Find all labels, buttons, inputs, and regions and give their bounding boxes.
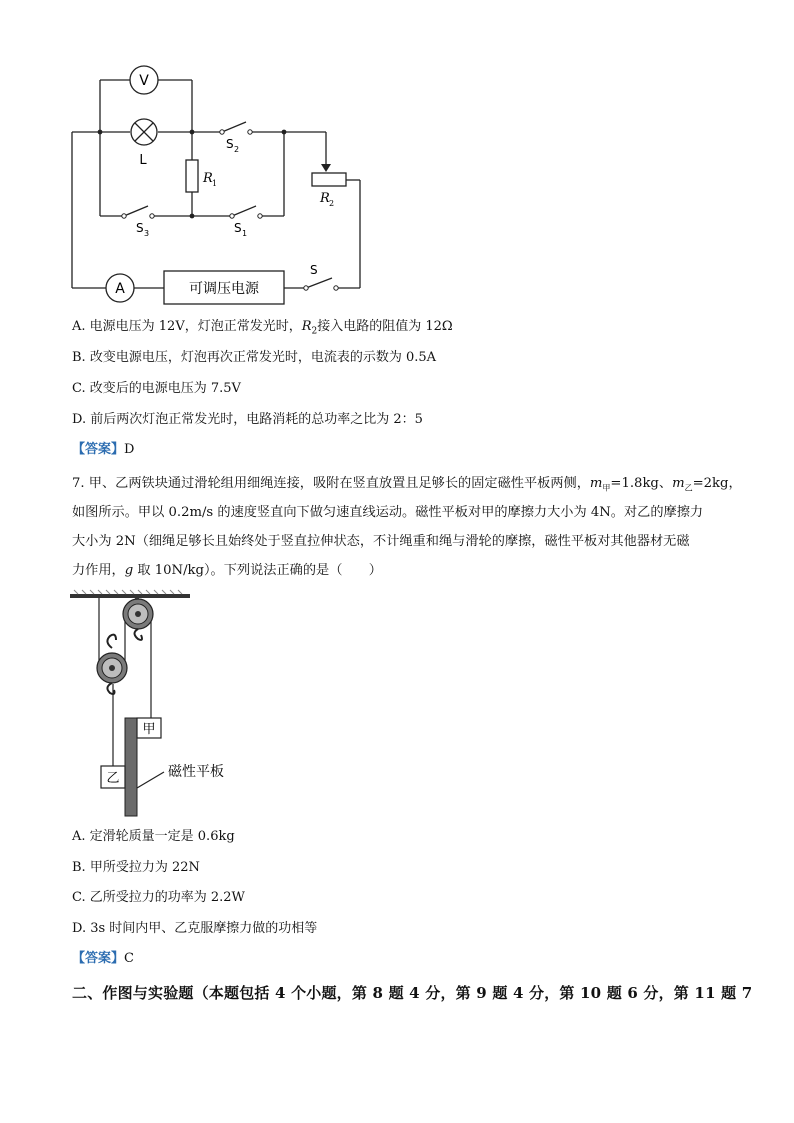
lamp-label: L xyxy=(139,153,147,168)
q7-option-c: C. 乙所受拉力的功率为 2.2W xyxy=(72,890,245,905)
s3-label: S xyxy=(136,221,144,235)
q6-option-c: C. 改变后的电源电压为 7.5V xyxy=(72,381,241,396)
block-jia-label: 甲 xyxy=(142,722,156,737)
q7-line1-text: 7. 甲、乙两铁块通过滑轮组用细绳连接，吸附在竖直放置且足够长的固定磁性平板两侧， xyxy=(72,476,590,491)
resistor-r1-icon xyxy=(186,160,198,192)
q6-option-b: B. 改变电源电压，灯泡再次正常发光时，电流表的示数为 0.5A xyxy=(72,350,437,365)
r2-label: R xyxy=(320,191,330,206)
answer-value: C xyxy=(124,951,134,966)
pulley-diagram xyxy=(66,588,266,820)
q7-m2-val: =2kg， xyxy=(692,476,742,491)
q6-a-r: R xyxy=(301,319,312,334)
q7-m1-sub: 甲 xyxy=(602,483,611,493)
movable-pulley-icon xyxy=(97,635,127,694)
answer-label: 【答案】 xyxy=(72,442,125,457)
q7-option-a: A. 定滑轮质量一定是 0.6kg xyxy=(72,829,235,844)
s3-sub: 3 xyxy=(144,229,150,238)
q7-m1-val: =1.8kg、 xyxy=(610,476,673,491)
power-supply-label: 可调压电源 xyxy=(189,281,259,297)
q7-line-2: 如图所示。甲以 0.2m/s 的速度竖直向下做匀速直线运动。磁性平板对甲的摩擦力大小为 4N。对乙的摩擦力 xyxy=(72,505,704,520)
answer-value: D xyxy=(124,442,135,457)
r1-label: R xyxy=(203,171,213,186)
q6-a-prefix: A. 电源电压为 12V，灯泡正常发光时， xyxy=(72,319,302,334)
q7-m2-sub: 乙 xyxy=(684,483,693,493)
fixed-pulley-icon xyxy=(123,598,153,640)
s1-sub: 1 xyxy=(242,229,248,238)
s2-sub: 2 xyxy=(234,145,240,154)
q7-line4-a: 力作用， xyxy=(72,563,125,578)
q6-a-sub: 2 xyxy=(311,326,318,337)
lamp-icon xyxy=(131,119,157,145)
answer-label: 【答案】 xyxy=(72,951,125,966)
section-2-title: 二、作图与实验题（本题包括 4 个小题，第 8 题 4 分，第 9 题 4 分，第 10 题 6 分，第 11 题 7 xyxy=(72,984,753,1002)
q6-option-d: D. 前后两次灯泡正常发光时，电路消耗的总功率之比为 2：5 xyxy=(72,412,423,427)
q6-answer xyxy=(72,441,134,459)
plate-label: 磁性平板 xyxy=(168,764,224,780)
q7-option-d: D. 3s 时间内甲、乙克服摩擦力做的功相等 xyxy=(72,921,318,936)
q7-option-b: B. 甲所受拉力为 22N xyxy=(72,860,200,875)
q7-g: g xyxy=(124,563,134,578)
q7-line-4 xyxy=(72,562,382,580)
circuit-diagram xyxy=(60,60,380,310)
q7-line4-b: 取 10N/kg）。下列说法正确的是（ ） xyxy=(133,563,382,578)
r2-sub: 2 xyxy=(329,199,335,208)
slider-arrow-icon xyxy=(321,164,331,172)
block-yi-label: 乙 xyxy=(106,771,120,786)
q6-option-a xyxy=(72,318,453,341)
s1-label: S xyxy=(234,221,242,235)
ceiling-icon xyxy=(70,590,190,598)
magnetic-plate xyxy=(125,718,137,816)
s2-label: S xyxy=(226,137,234,151)
rheostat-r2-icon xyxy=(312,173,346,186)
s-label: S xyxy=(310,263,318,277)
q7-m1: m xyxy=(589,476,603,491)
r1-sub: 1 xyxy=(212,179,218,188)
voltmeter-label: V xyxy=(139,73,149,89)
ammeter-label: A xyxy=(115,281,125,297)
q7-answer xyxy=(72,950,134,968)
q6-a-suffix: 接入电路的阻值为 12Ω xyxy=(317,319,453,334)
q7-m2: m xyxy=(672,476,685,491)
q7-line-3: 大小为 2N（细绳足够长且始终处于竖直拉伸状态，不计绳重和绳与滑轮的摩擦，磁性平板对其他器材无磁 xyxy=(72,534,690,549)
q7-line-1 xyxy=(72,475,742,498)
